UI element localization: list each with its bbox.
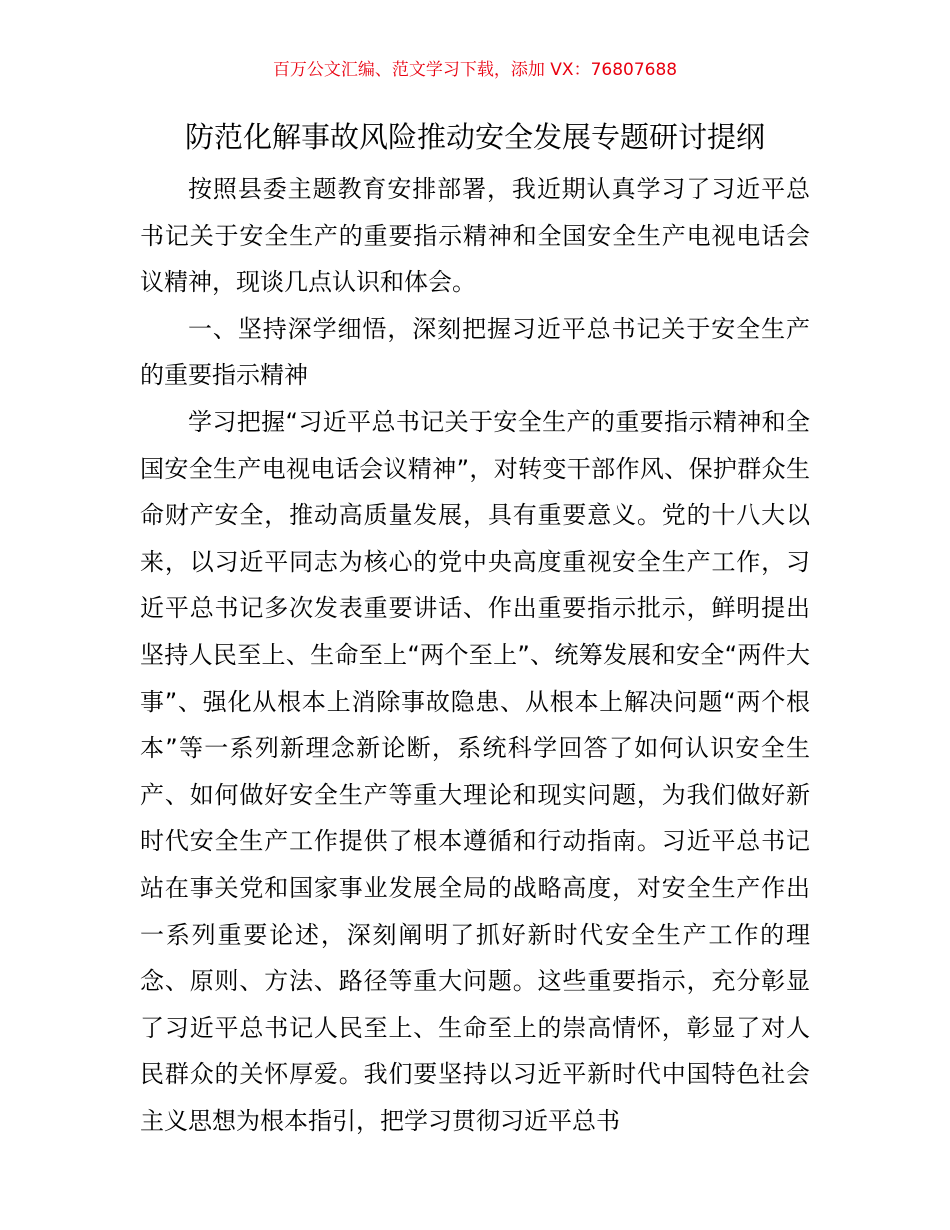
document-title: 防范化解事故风险推动安全发展专题研讨提纲 — [184, 120, 765, 154]
paragraph-body: 学习把握“习近平总书记关于安全生产的重要指示精神和全国安全生产电视电话会议精神”，对转变干部作风、保护群众生命财产安全，推动高质量发展，具有重要意义。党的十八大以来，以习近平同志为核心的党中央高度重视安全生产工作，习近平总书记多次发表重要讲话、作出重要指示批示，鲜明提出坚持人民至上、生命至上“两个至上”、统筹发展和安全“两件大事”、强化从根本上消除事故隐患、从根本上解决问题“两个根本”等一系列新理念新论断，系统科学回答了如何认识安全生产、如何做好安全生产等重大理论和现实问题，为我们做好新时代安全生产工作提供了根本遵循和行动指南。习近平总书记站在事关党和国家事业发展全局的战略高度，对安全生产作出一系列重要论述，深刻阐明了抓好新时代安全生产工作的理念、原则、方法、路径等重大问题。这些重要指示，充分彰显了习近平总书记人民至上、生命至上的崇高情怀，彰显了对人民群众的关怀厚爱。我们要坚持以习近平新时代中国特色社会主义思想为根本指引，把学习贯彻习近平总书 — [140, 407, 810, 1135]
paragraph-intro: 按照县委主题教育安排部署，我近期认真学习了习近平总书记关于安全生产的重要指示精神和全国安全生产电视电话会议精神，现谈几点认识和体会。 — [140, 175, 810, 297]
document-body — [140, 166, 810, 1144]
section-heading-1: 一、坚持深学细悟，深刻把握习近平总书记关于安全生产的重要指示精神 — [140, 314, 810, 390]
watermark-header: 百万公文汇编、范文学习下载，添加 VX：76807688 — [272, 60, 678, 80]
